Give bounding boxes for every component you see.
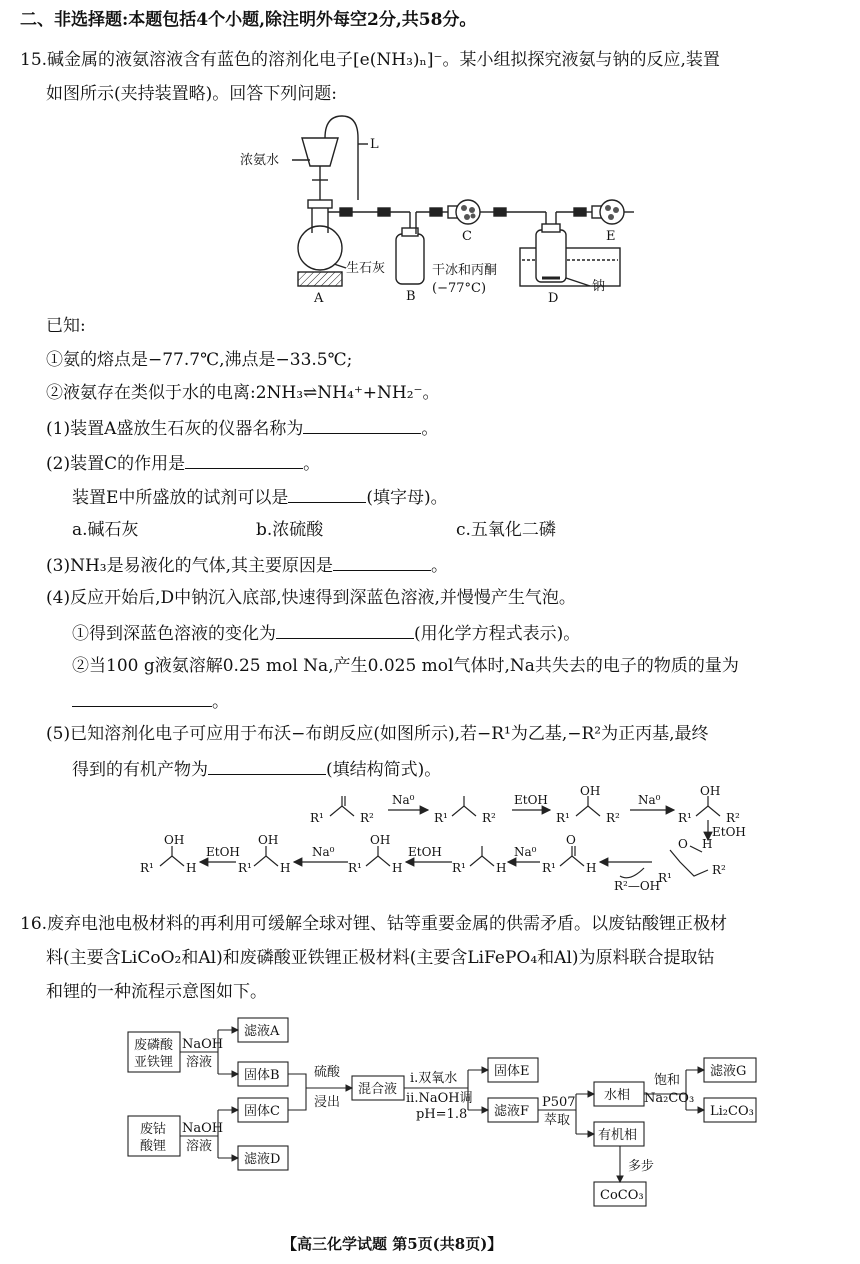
q15-intro-line2: 如图所示(夹持装置略)。回答下列问题: [46, 84, 337, 104]
answer-blank-4b[interactable] [72, 688, 212, 707]
q15-part5b [72, 756, 441, 782]
known-label: 已知: [46, 316, 86, 336]
scheme-r2-c: R² [606, 811, 620, 825]
q15-part3-text: (3)NH₃是易液化的气体,其主要原因是 [46, 556, 333, 576]
flow-filtrate-d: 滤液D [244, 1152, 281, 1167]
drying-tube-c [456, 200, 480, 224]
scheme-h-5: H [586, 861, 597, 875]
scheme-r1-f: R¹ [238, 861, 252, 875]
flow-filtrate-f: 滤液F [494, 1104, 530, 1119]
label-conc-ammonia: 浓氨水 [240, 153, 280, 168]
scheme-r1-d: R¹ [678, 811, 692, 825]
q15-part4b: ②当100 g液氨溶解0.25 mol Na,产生0.025 mol气体时,Na共失去的电子的物质的量为 [72, 656, 739, 676]
scheme-h-4: H [496, 861, 507, 875]
scheme-h-1: H [186, 861, 197, 875]
label-sodium: 钠 [592, 279, 606, 294]
q15-part2 [46, 450, 320, 476]
answer-blank-2[interactable] [185, 450, 303, 469]
flow-filtrate-a: 滤液A [244, 1024, 280, 1039]
q15-part3 [46, 552, 448, 578]
scheme-r1-h: R¹ [452, 861, 466, 875]
bottle-b [396, 234, 424, 284]
scheme-etoh-1: EtOH [514, 793, 548, 807]
flow-naoh-2: NaOH [182, 1121, 224, 1136]
q15-part1-text: (1)装置A盛放生石灰的仪器名称为 [46, 419, 304, 439]
q15-part2b-text: 装置E中所盛放的试剂可以是 [72, 488, 289, 508]
scheme-etoh-3: EtOH [206, 845, 240, 859]
scheme-h-3: H [392, 861, 403, 875]
apparatus-diagram [230, 108, 650, 308]
scheme-r2-e: R² [712, 863, 726, 877]
q15-part4a-end: (用化学方程式表示)。 [414, 624, 581, 644]
scheme-oh-5: OH [370, 833, 391, 847]
scheme-h-6: H [702, 837, 713, 851]
flow-solid-b: 固体B [244, 1068, 280, 1083]
scheme-na-3: Na⁰ [312, 845, 335, 859]
label-d: D [548, 291, 559, 306]
q15-part5: (5)已知溶剂化电子可应用于布沃−布朗反应(如图所示),若−R¹为乙基,−R²为正丙基,最终 [46, 724, 709, 744]
q16-intro-line1 [20, 912, 727, 936]
known-2: ②液氨存在类似于水的电离:2NH₃⇌NH₄⁺+NH₂⁻。 [46, 383, 440, 403]
heater-a [298, 272, 342, 286]
flow-solid-e: 固体E [494, 1064, 530, 1079]
q16-intro-line3: 和锂的一种流程示意图如下。 [46, 982, 267, 1002]
flow-sol-1: 溶液 [186, 1055, 213, 1070]
scheme-oh-4: OH [258, 833, 279, 847]
q15-part1-end: 。 [421, 419, 439, 439]
q15-number: 15. [20, 50, 48, 70]
label-a: A [314, 291, 324, 306]
scheme-r1-b: R¹ [434, 811, 448, 825]
q15-part2b-end: (填字母)。 [366, 488, 448, 508]
scheme-etoh-2: EtOH [712, 825, 746, 839]
process-flowchart [120, 1010, 780, 1210]
scheme-h-2: H [280, 861, 291, 875]
option-a: a.碱石灰 [72, 520, 139, 540]
label-c: C [462, 229, 472, 244]
label-temp: (−77°C) [432, 281, 487, 296]
label-b: B [406, 289, 416, 304]
scheme-oh-2: OH [700, 786, 721, 798]
flow-leach: 浸出 [314, 1095, 341, 1110]
flow-mixture: 混合液 [358, 1082, 398, 1097]
flow-solid-c: 固体C [244, 1104, 280, 1119]
scheme-na-2: Na⁰ [638, 793, 661, 807]
scheme-na-1: Na⁰ [392, 793, 415, 807]
option-b: b.浓硫酸 [256, 520, 324, 540]
section-header: 二、非选择题:本题包括4个小题,除注明外每空2分,共58分。 [20, 10, 477, 30]
q15-part4a-text: ①得到深蓝色溶液的变化为 [72, 624, 276, 644]
flow-p507: P507 [542, 1095, 576, 1110]
q15-intro-line1 [20, 48, 720, 72]
scheme-etoh-4: EtOH [408, 845, 442, 859]
flow-organic-phase: 有机相 [598, 1128, 638, 1143]
flask-d [536, 230, 566, 282]
label-dry-ice: 干冰和丙酮 [432, 263, 498, 278]
flow-na2co3: Na₂CO₃ [644, 1091, 695, 1106]
q15-part2-text: (2)装置C的作用是 [46, 454, 186, 474]
known-1: ①氨的熔点是−77.7℃,沸点是−33.5℃; [46, 350, 353, 370]
flask-a [298, 226, 342, 270]
scheme-r2oh: R²—OH [614, 879, 661, 893]
label-e: E [606, 229, 616, 244]
q15-part5b-end: (填结构简式)。 [326, 760, 442, 780]
flow-saturated: 饱和 [654, 1073, 681, 1088]
flow-raw2-line2: 酸锂 [140, 1139, 167, 1154]
answer-blank-1[interactable] [303, 415, 421, 434]
flow-extract: 萃取 [544, 1113, 571, 1128]
flow-multistep: 多步 [628, 1159, 655, 1174]
q15-part3-end: 。 [431, 556, 448, 576]
scheme-o-1: O [566, 833, 576, 847]
q15-part4b-end: 。 [212, 692, 229, 712]
tube-l [325, 116, 358, 200]
scheme-oh-1: OH [580, 786, 601, 798]
q16-intro-line2: 料(主要含LiCoO₂和Al)和废磷酸亚铁锂正极材料(主要含LiFePO₄和Al)为原料联合提取钴 [46, 948, 715, 968]
q16-intro1-text: 废弃电池电极材料的再利用可缓解全球对锂、钴等重要金属的供需矛盾。以废钴酸锂正极材 [47, 914, 728, 934]
flow-raw1-line2: 亚铁锂 [134, 1055, 174, 1070]
flow-step-1: i.双氧水 [410, 1071, 458, 1086]
scheme-r1-c: R¹ [556, 811, 570, 825]
page-footer: 【高三化学试题 第5页(共8页)】 [282, 1235, 503, 1253]
scheme-r2-a: R² [360, 811, 374, 825]
scheme-r1-g: R¹ [348, 861, 362, 875]
q15-part2b [72, 484, 448, 510]
q15-part1 [46, 415, 438, 441]
flow-coco3: CoCO₃ [600, 1188, 644, 1203]
reaction-scheme [130, 786, 790, 896]
label-l: L [370, 137, 379, 152]
flow-li2co3: Li₂CO₃ [710, 1104, 754, 1119]
scheme-r2-d: R² [726, 811, 740, 825]
dropping-funnel [302, 138, 338, 166]
q15-part5b-text: 得到的有机产物为 [72, 760, 208, 780]
scheme-r1-i: R¹ [542, 861, 556, 875]
q15-part2-end: 。 [303, 454, 321, 474]
q15-part4b-answer [72, 688, 229, 714]
drying-tube-e [600, 200, 624, 224]
flow-raw1-line1: 废磷酸 [134, 1038, 174, 1053]
flow-step-2: ii.NaOH调 [406, 1091, 473, 1106]
scheme-r2-b: R² [482, 811, 496, 825]
flow-naoh-1: NaOH [182, 1037, 224, 1052]
flow-aqueous-phase: 水相 [604, 1088, 631, 1103]
scheme-na-4: Na⁰ [514, 845, 537, 859]
answer-blank-3[interactable] [333, 552, 431, 571]
scheme-r1-e: R¹ [140, 861, 154, 875]
flow-ph: pH=1.8 [416, 1107, 468, 1122]
q16-number: 16. [20, 914, 48, 934]
q15-part4: (4)反应开始后,D中钠沉入底部,快速得到深蓝色溶液,并慢慢产生气泡。 [46, 588, 576, 608]
scheme-o-2: O [678, 837, 688, 851]
label-quicklime: 生石灰 [346, 261, 386, 276]
answer-blank-4a[interactable] [276, 620, 414, 639]
scheme-r1-a: R¹ [310, 811, 324, 825]
flow-raw2-line1: 废钴 [140, 1122, 167, 1137]
option-c: c.五氧化二磷 [456, 520, 556, 540]
flow-acid: 硫酸 [314, 1065, 341, 1080]
q15-part4a [72, 620, 580, 646]
scheme-r1-j: R¹ [658, 871, 672, 885]
flow-filtrate-g: 滤液G [710, 1064, 747, 1079]
scheme-oh-3: OH [164, 833, 185, 847]
answer-blank-2b[interactable] [288, 484, 366, 503]
q15-intro1-text: 碱金属的液氨溶液含有蓝色的溶剂化电子[e(NH₃)ₙ]⁻。某小组拟探究液氨与钠的反应,装置 [47, 50, 720, 70]
answer-blank-5[interactable] [208, 756, 326, 775]
flow-sol-2: 溶液 [186, 1139, 213, 1154]
